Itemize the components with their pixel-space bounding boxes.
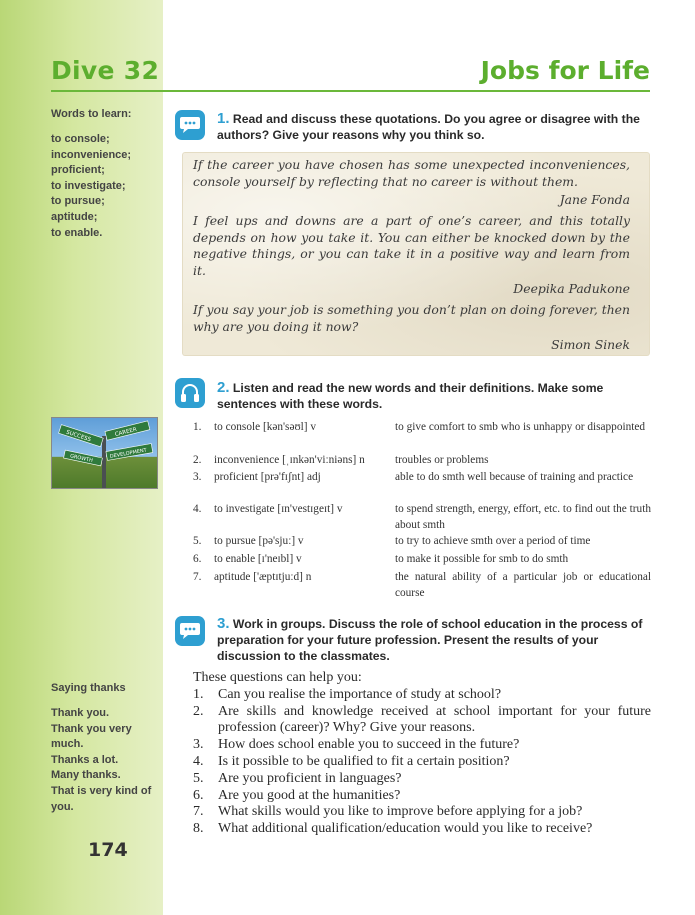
task-number: 3. — [217, 615, 230, 632]
task-number: 1. — [217, 110, 230, 127]
vocab-number: 1. — [193, 421, 202, 433]
quote-text: If you say your job is something you don’t plan on doing forever, then why are you doing it now? — [193, 302, 630, 334]
word-item: proficient; — [51, 164, 105, 177]
vocab-number: 2. — [193, 454, 202, 466]
speech-bubble-icon — [175, 110, 205, 140]
word-item: aptitude; — [51, 210, 98, 223]
saying-thanks-list — [51, 706, 151, 815]
words-to-learn-list — [51, 132, 131, 241]
question-number: 2. — [193, 703, 204, 719]
sign-growth: GROWTH — [69, 453, 94, 465]
headphones-icon — [175, 378, 205, 408]
question-text: Is it possible to be qualified to fit a certain position? — [218, 753, 510, 769]
vocab-term: aptitude ['æptɪtjuːd] n — [214, 571, 312, 583]
question-number: 1. — [193, 686, 204, 702]
quote-text: I feel ups and downs are a part of one’s career, and this totally depends on how you take it. You can either be knocked down by the negative things, or you can take it in a positive way and learn from it. — [193, 213, 630, 278]
quote-author: Jane Fonda — [559, 192, 630, 207]
quote-author: Simon Sinek — [551, 337, 630, 352]
vocab-definition: to spend strength, energy, effort, etc. to find out the truth about smth — [395, 503, 651, 531]
vocab-term: proficient [prə'fɪʃnt] adj — [214, 471, 321, 483]
question-number: 8. — [193, 821, 204, 837]
vocabulary-table — [193, 420, 651, 600]
question-number: 4. — [193, 753, 204, 769]
task-text: Read and discuss these quotations. Do you agree or disagree with the authors? Give your reasons why you think so. — [217, 112, 640, 142]
page-number: 174 — [88, 839, 128, 861]
thanks-item: much. — [51, 738, 84, 751]
thanks-item: Thank you very — [51, 722, 132, 735]
vocab-number: 4. — [193, 503, 202, 515]
question-number: 3. — [193, 737, 204, 753]
signpost-icon — [52, 418, 157, 488]
task-number: 2. — [217, 379, 230, 396]
question-item — [193, 804, 651, 821]
quote-text: If the career you have chosen has some unexpected inconveniences, console yourself by reflecting that no career is without them. — [193, 157, 630, 189]
saying-thanks-heading: Saying thanks — [51, 682, 126, 694]
question-text: Are skills and knowledge received at school important for your future profession (career)? Why? Give your reasons. — [218, 703, 651, 736]
word-item: inconvenience; — [51, 148, 132, 161]
word-item: to enable. — [51, 226, 103, 239]
vocab-definition: to give comfort to smb who is unhappy or disappointed — [395, 421, 646, 433]
quotes-container — [193, 157, 630, 352]
page-title: Jobs for Life — [480, 56, 650, 85]
question-number: 6. — [193, 787, 204, 803]
word-item: to console; — [51, 133, 110, 145]
quote-author: Deepika Padukone — [513, 281, 630, 296]
question-item — [193, 687, 651, 704]
vocab-term: to enable [ɪ'neɪbl] v — [214, 553, 302, 565]
vocab-term: to pursue [pə'sjuː] v — [214, 535, 304, 547]
questions-block — [193, 670, 651, 838]
sign-career: CAREER — [114, 426, 138, 439]
question-text: Are you good at the humanities? — [218, 787, 401, 803]
question-text: How does school enable you to succeed in the future? — [218, 737, 520, 753]
question-number: 5. — [193, 770, 204, 786]
thanks-item: Thanks a lot. — [51, 753, 119, 766]
question-item — [193, 754, 651, 771]
question-item — [193, 737, 651, 754]
vocab-number: 6. — [193, 553, 202, 565]
question-item — [193, 704, 651, 738]
vocab-definition: the natural ability of a particular job or educational course — [395, 571, 651, 599]
questions-intro: These questions can help you: — [193, 670, 362, 685]
questions-list — [193, 687, 651, 838]
task-1-instructions — [217, 111, 651, 144]
vocab-definition: able to do smth well because of training and practice — [395, 471, 634, 483]
task-2-instructions — [217, 380, 651, 413]
sign-success: SUCCESS — [65, 429, 92, 444]
vocab-definition: troubles or problems — [395, 454, 489, 466]
question-number: 7. — [193, 804, 204, 820]
word-item: to pursue; — [51, 195, 105, 208]
vocab-number: 3. — [193, 471, 202, 483]
question-item — [193, 821, 651, 838]
words-to-learn-heading: Words to learn: — [51, 108, 132, 120]
sign-development: DEVELOPMENT — [109, 447, 148, 460]
word-item: to investigate; — [51, 179, 126, 192]
career-signpost-image — [51, 417, 158, 489]
thanks-item: you. — [51, 800, 74, 813]
question-text: Are you proficient in languages? — [218, 770, 402, 786]
header-rule — [51, 90, 650, 92]
question-text: Can you realise the importance of study at school? — [218, 686, 502, 702]
dive-label: Dive 32 — [51, 56, 160, 85]
vocab-number: 7. — [193, 571, 202, 583]
task-text: Work in groups. Discuss the role of school education in the process of preparation for your future profession. Present the results of your discussion to the classmates. — [217, 617, 643, 663]
task-3-instructions — [217, 616, 651, 664]
question-text: What skills would you like to improve before applying for a job? — [218, 804, 583, 820]
question-item — [193, 788, 651, 805]
thanks-item: That is very kind of — [51, 784, 152, 797]
vocab-definition: to try to achieve smth over a period of time — [395, 535, 591, 547]
thanks-item: Thank you. — [51, 707, 110, 719]
vocab-term: inconvenience [ˌɪnkən'viːniəns] n — [214, 454, 365, 466]
question-text: What additional qualification/education would you like to receive? — [218, 821, 593, 837]
vocab-definition: to make it possible for smb to do smth — [395, 553, 569, 565]
vocab-number: 5. — [193, 535, 202, 547]
task-text: Listen and read the new words and their definitions. Make some sentences with these words. — [217, 381, 604, 411]
speech-bubble-icon — [175, 616, 205, 646]
vocab-term: to console [kən'səʊl] v — [214, 421, 317, 433]
vocab-term: to investigate [ɪn'vestɪgeɪt] v — [214, 503, 343, 515]
question-item — [193, 771, 651, 788]
thanks-item: Many thanks. — [51, 769, 121, 782]
